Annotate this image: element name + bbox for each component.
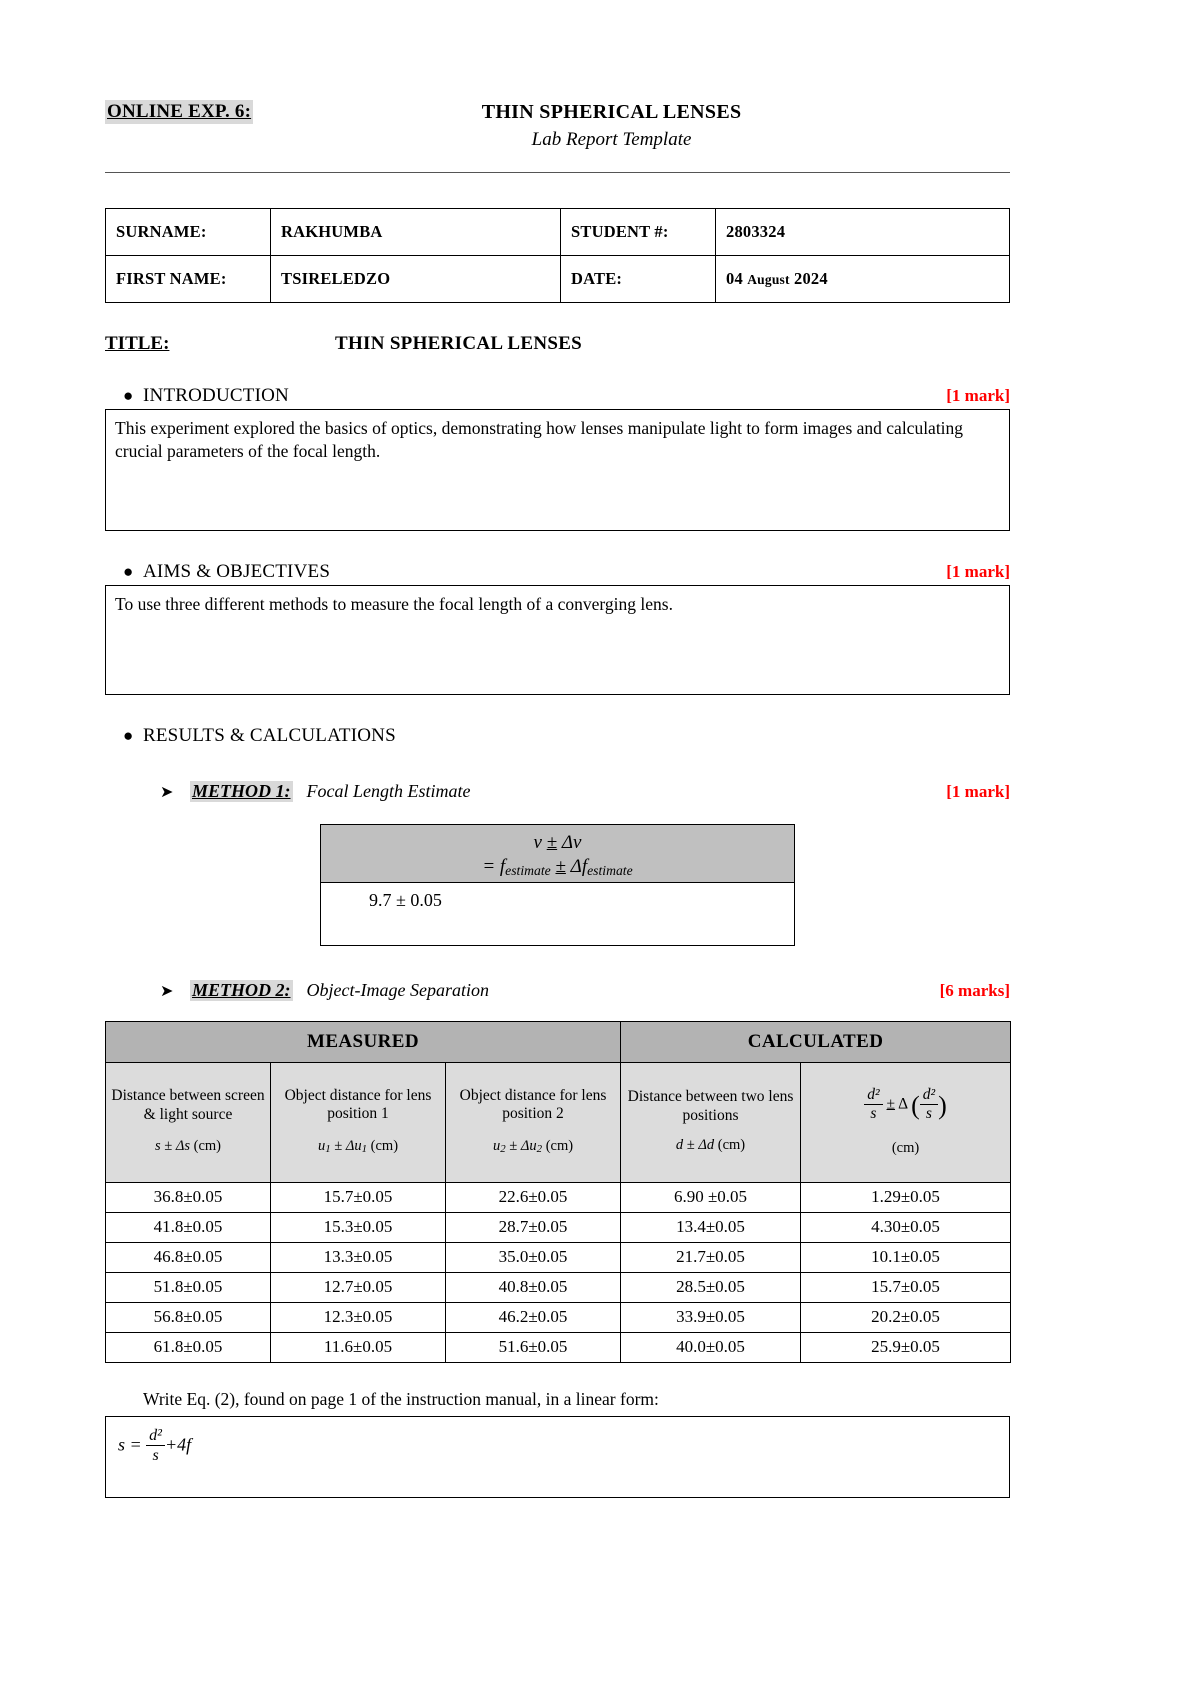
student-no-label: STUDENT #: — [561, 208, 716, 255]
table-row — [106, 1242, 1011, 1272]
f-estimate-subscript: estimate — [505, 863, 551, 879]
experiment-label: ONLINE EXP. 6: — [107, 101, 252, 122]
cell-d[interactable]: 28.5±0.05 — [621, 1272, 801, 1302]
introduction-marks: [1 mark] — [946, 385, 1010, 405]
bullet-icon: ● — [123, 725, 134, 745]
method-1-formula-line1 — [325, 831, 790, 855]
surname-label: SURNAME: — [106, 208, 271, 255]
cell-u1[interactable]: 13.3±0.05 — [271, 1242, 446, 1272]
delta-v-symbol: Δv — [561, 831, 582, 853]
table-group-header-row — [106, 1021, 1011, 1062]
student-no-value[interactable]: 2803324 — [716, 208, 1010, 255]
introduction-answer-box[interactable]: This experiment explored the basics of optics, demonstrating how lenses manipulate light to form images and calculating crucial parameters of the focal length. — [105, 409, 1010, 531]
section-header-aims — [105, 561, 1010, 583]
cell-d2s[interactable]: 10.1±0.05 — [801, 1242, 1011, 1272]
cell-d[interactable]: 13.4±0.05 — [621, 1212, 801, 1242]
cell-d2s[interactable]: 15.7±0.05 — [801, 1272, 1011, 1302]
equation-prefix: s = — [118, 1434, 142, 1454]
title-value: THIN SPHERICAL LENSES — [335, 332, 583, 354]
introduction-heading: INTRODUCTION — [143, 384, 289, 406]
date-year: 2024 — [789, 268, 828, 288]
column-title: Distance between two lens positions — [627, 1088, 794, 1124]
column-unit: (cm) — [891, 1139, 920, 1156]
title-row — [105, 333, 1010, 355]
column-title: Distance between screen & light source — [111, 1087, 265, 1123]
method-1-description: Focal Length Estimate — [306, 780, 471, 801]
cell-s[interactable]: 56.8±0.05 — [106, 1302, 271, 1332]
table-row — [106, 1182, 1011, 1212]
method-1-label: METHOD 1: — [192, 780, 291, 801]
equation-answer-box[interactable] — [105, 1416, 1010, 1498]
aims-answer-box[interactable]: To use three different methods to measure the focal length of a converging lens. — [105, 585, 1010, 695]
section-header-introduction — [105, 385, 1010, 407]
fraction-d2-s — [864, 1086, 882, 1123]
table-row — [106, 1272, 1011, 1302]
results-heading: RESULTS & CALCULATIONS — [143, 724, 396, 746]
first-name-label: FIRST NAME: — [106, 255, 271, 302]
cell-s[interactable]: 41.8±0.05 — [106, 1212, 271, 1242]
f-estimate-prefix: = f — [482, 856, 506, 878]
fraction-denominator: s — [152, 1446, 159, 1464]
column-unit: s ± Δs (cm) — [154, 1138, 222, 1155]
equation-fraction — [146, 1427, 165, 1466]
method-2-marks: [6 marks] — [939, 980, 1010, 1000]
column-unit: d ± Δd (cm) — [675, 1137, 746, 1154]
cell-u2[interactable]: 40.8±0.05 — [446, 1272, 621, 1302]
fraction-numerator: d² — [146, 1427, 165, 1446]
cell-d[interactable]: 40.0±0.05 — [621, 1332, 801, 1362]
cell-u1[interactable]: 12.3±0.05 — [271, 1302, 446, 1332]
document-title: THIN SPHERICAL LENSES — [481, 101, 742, 123]
plus-minus-icon: ± — [546, 831, 558, 853]
column-header-d — [621, 1062, 801, 1182]
date-month: August — [747, 271, 790, 287]
group-header-measured: MEASURED — [106, 1021, 621, 1062]
column-unit: u2 ± Δu2 (cm) — [492, 1138, 574, 1156]
document-header — [105, 100, 1010, 152]
cell-d2s[interactable]: 4.30±0.05 — [801, 1212, 1011, 1242]
method-1-table — [320, 824, 795, 946]
table-row — [106, 1332, 1011, 1362]
document-subtitle: Lab Report Template — [531, 129, 692, 150]
cell-u2[interactable]: 46.2±0.05 — [446, 1302, 621, 1332]
cell-d2s[interactable]: 25.9±0.05 — [801, 1332, 1011, 1362]
column-header-s — [106, 1062, 271, 1182]
column-header-u2 — [446, 1062, 621, 1182]
method-1-header — [105, 781, 1010, 802]
student-info-table — [105, 208, 1010, 303]
surname-value[interactable]: RAKHUMBA — [271, 208, 561, 255]
method-2-label: METHOD 2: — [192, 979, 291, 1000]
column-title: Object distance for lens position 1 — [284, 1086, 432, 1123]
cell-d2s[interactable]: 20.2±0.05 — [801, 1302, 1011, 1332]
method-1-table-wrap — [105, 824, 1010, 946]
header-divider — [105, 172, 1010, 173]
method-2-description: Object-Image Separation — [306, 979, 489, 1000]
table-row — [106, 1302, 1011, 1332]
plus-minus-icon: ± — [886, 1095, 896, 1113]
fraction-denominator: s — [870, 1104, 877, 1122]
cell-d2s[interactable]: 1.29±0.05 — [801, 1182, 1011, 1212]
title-label: TITLE: — [105, 332, 170, 354]
column-formula — [805, 1086, 1006, 1123]
right-paren-icon: ) — [938, 1091, 947, 1121]
bullet-icon: ● — [123, 385, 134, 405]
delta-f-symbol: Δf — [570, 856, 588, 878]
table-row — [106, 208, 1010, 255]
cell-u1[interactable]: 15.3±0.05 — [271, 1212, 446, 1242]
column-header-d2-over-s — [801, 1062, 1011, 1182]
group-header-calculated: CALCULATED — [621, 1021, 1011, 1062]
aims-marks: [1 mark] — [946, 561, 1010, 581]
fraction-d2-s-inner — [920, 1086, 938, 1123]
cell-u1[interactable]: 12.7±0.05 — [271, 1272, 446, 1302]
column-header-u1 — [271, 1062, 446, 1182]
method-2-header — [105, 980, 1010, 1001]
date-label: DATE: — [561, 255, 716, 302]
date-day: 04 — [726, 268, 748, 288]
cell-d[interactable]: 6.90 ±0.05 — [621, 1182, 801, 1212]
method-1-marks: [1 mark] — [946, 781, 1010, 801]
date-value[interactable] — [716, 255, 1010, 302]
arrow-bullet-icon: ➤ — [160, 982, 174, 1000]
table-row — [106, 1212, 1011, 1242]
aims-heading: AIMS & OBJECTIVES — [143, 560, 331, 582]
cell-u2[interactable]: 35.0±0.05 — [446, 1242, 621, 1272]
bullet-icon: ● — [123, 561, 134, 581]
method-2-data-table — [105, 1021, 1011, 1363]
header-center-block — [253, 100, 1010, 152]
cell-d[interactable]: 21.7±0.05 — [621, 1242, 801, 1272]
cell-s[interactable]: 36.8±0.05 — [106, 1182, 271, 1212]
v-symbol: v — [533, 831, 542, 853]
left-paren-icon: ( — [911, 1091, 920, 1121]
equation-prompt: Write Eq. (2), found on page 1 of the instruction manual, in a linear form: — [143, 1388, 659, 1409]
method-1-formula-header — [321, 825, 794, 883]
cell-u1[interactable]: 11.6±0.05 — [271, 1332, 446, 1362]
delta-symbol: Δ — [898, 1095, 908, 1113]
cell-u2[interactable]: 51.6±0.05 — [446, 1332, 621, 1362]
cell-s[interactable]: 61.8±0.05 — [106, 1332, 271, 1362]
fraction-numerator: d² — [920, 1086, 938, 1105]
delta-f-subscript: estimate — [587, 863, 633, 879]
method-1-value-cell[interactable]: 9.7 ± 0.05 — [369, 889, 442, 910]
fraction-denominator: s — [925, 1104, 932, 1122]
plus-minus-icon: ± — [555, 856, 566, 878]
cell-u2[interactable]: 22.6±0.05 — [446, 1182, 621, 1212]
cell-s[interactable]: 46.8±0.05 — [106, 1242, 271, 1272]
arrow-bullet-icon: ➤ — [160, 783, 174, 801]
fraction-numerator: d² — [864, 1086, 882, 1105]
method-1-formula-line2 — [325, 855, 790, 880]
table-row — [106, 255, 1010, 302]
equation-suffix: +4f — [164, 1434, 192, 1454]
section-header-results — [105, 725, 1010, 747]
cell-d[interactable]: 33.9±0.05 — [621, 1302, 801, 1332]
document-page — [105, 0, 1010, 1498]
column-title: Object distance for lens position 2 — [459, 1086, 607, 1123]
cell-u1[interactable]: 15.7±0.05 — [271, 1182, 446, 1212]
data-table-body — [106, 1182, 1011, 1362]
cell-s[interactable]: 51.8±0.05 — [106, 1272, 271, 1302]
column-unit: u1 ± Δu1 (cm) — [317, 1138, 399, 1156]
cell-u2[interactable]: 28.7±0.05 — [446, 1212, 621, 1242]
table-column-header-row — [106, 1062, 1011, 1182]
first-name-value[interactable]: TSIRELEDZO — [271, 255, 561, 302]
